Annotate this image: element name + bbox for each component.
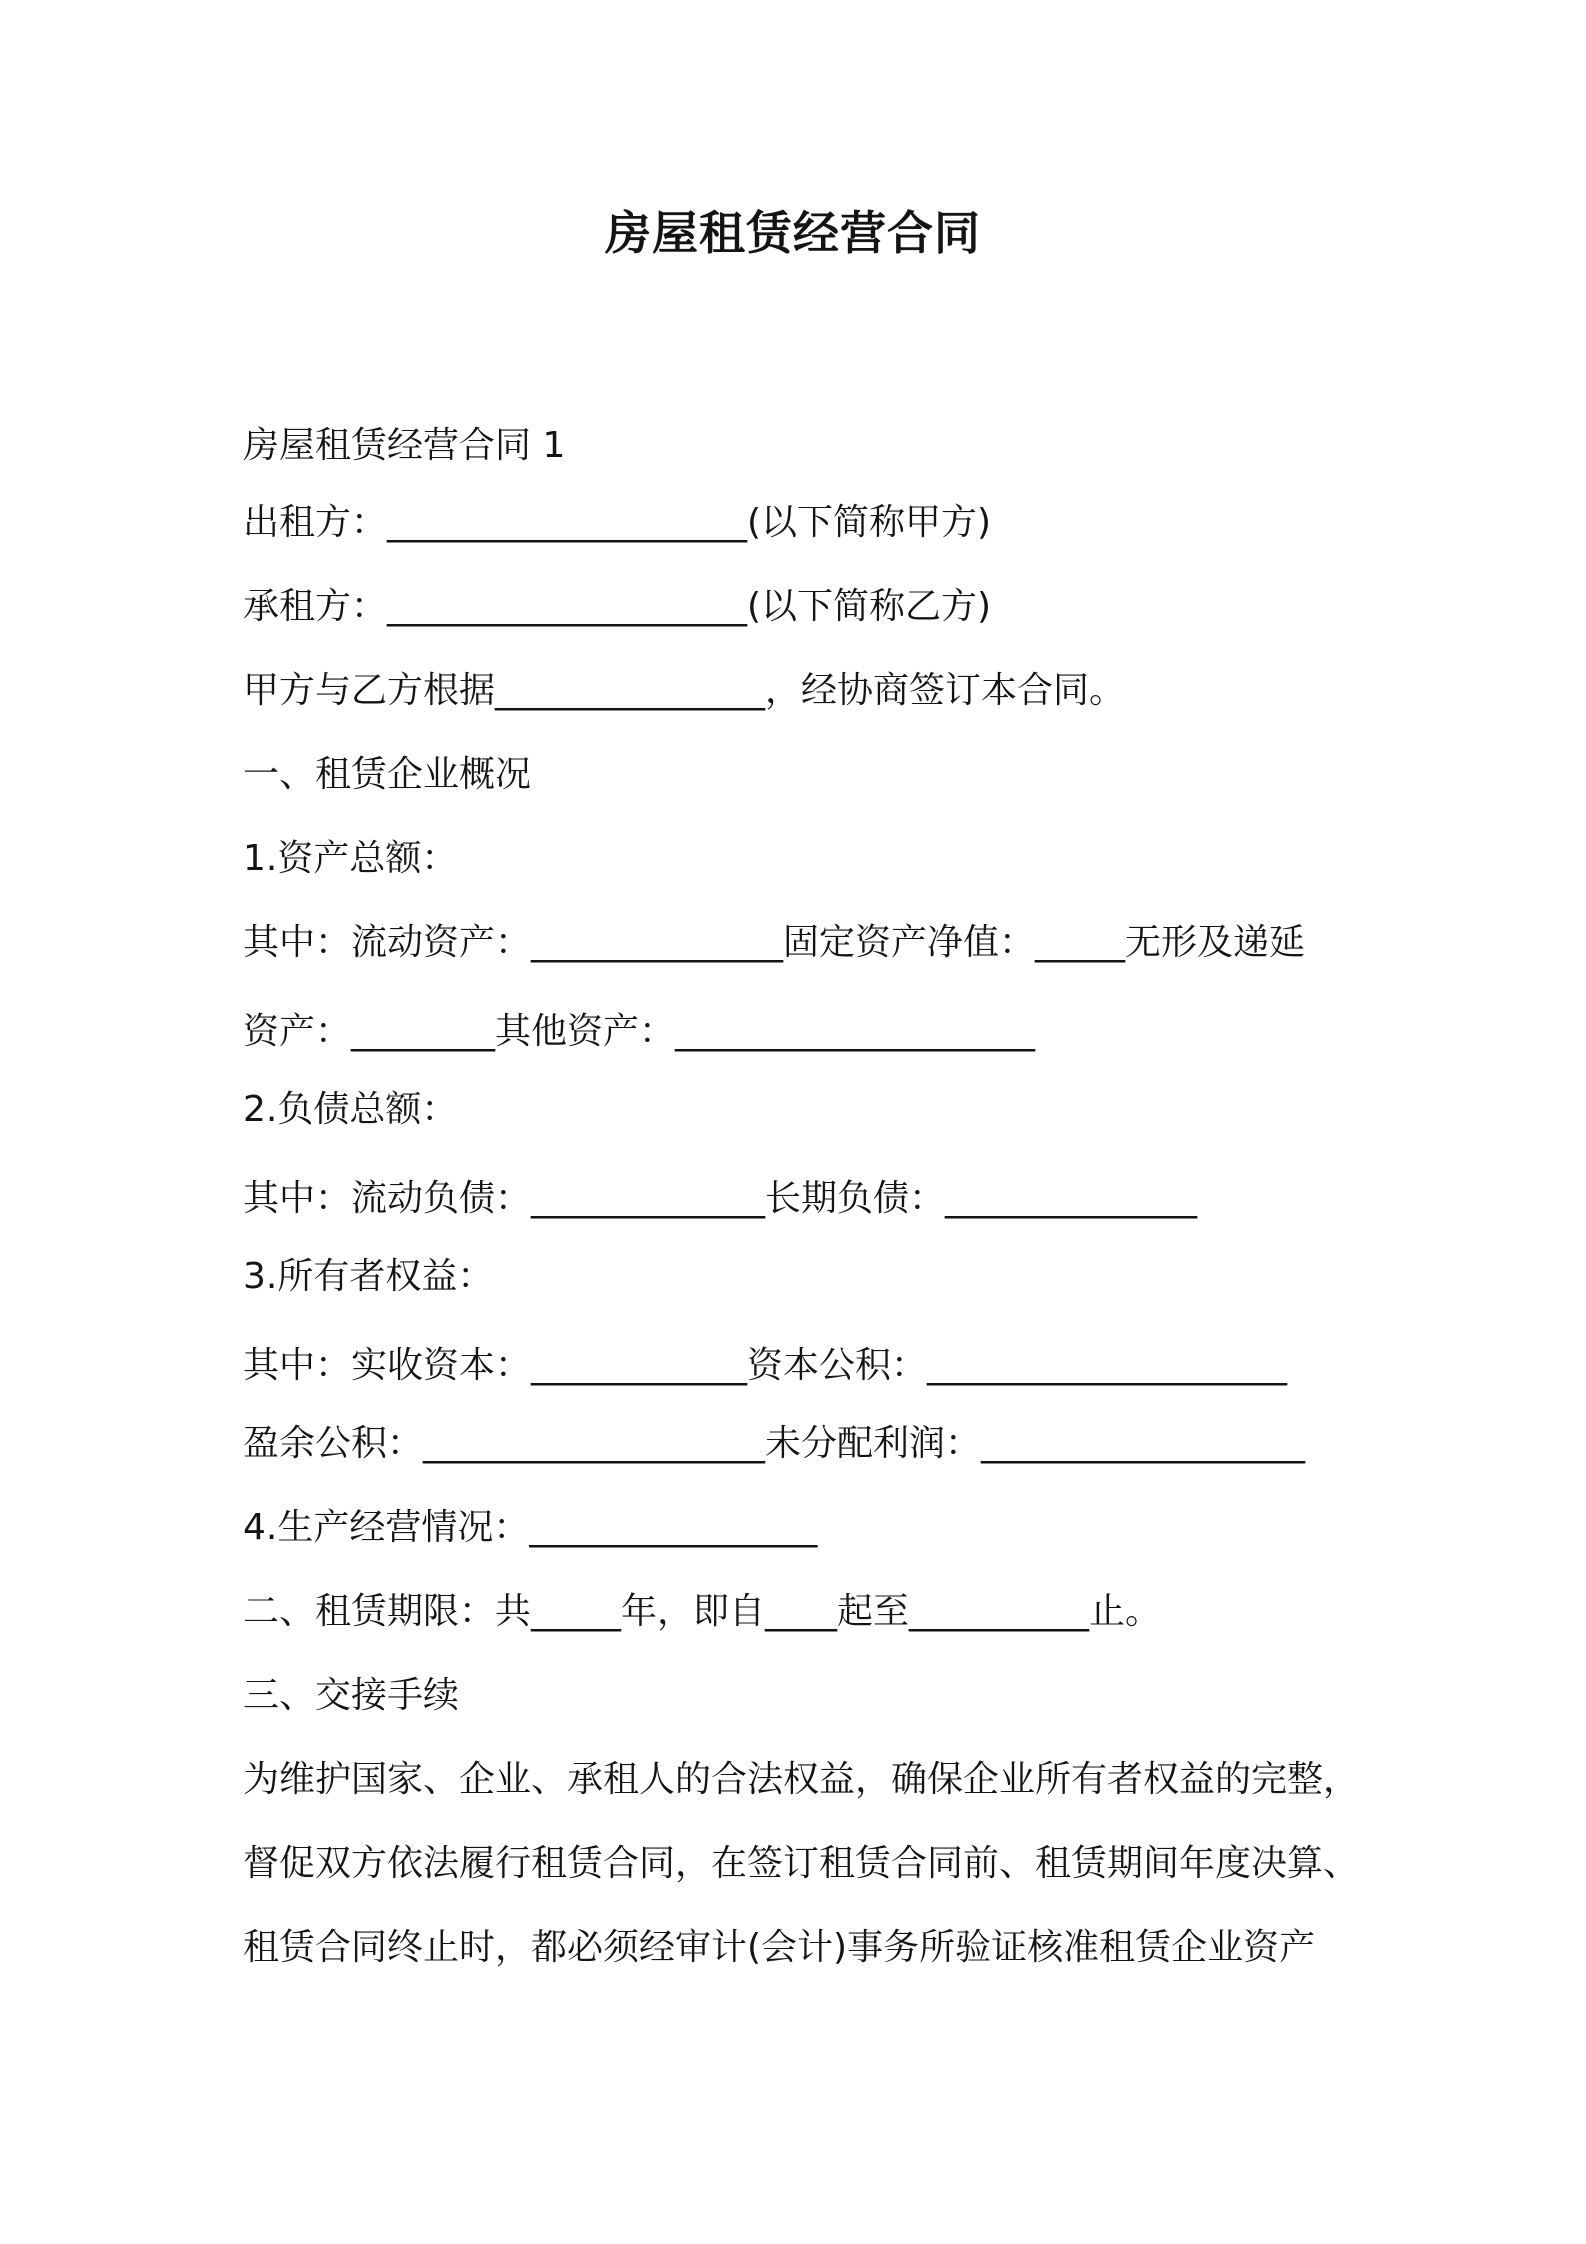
document-title: 房屋租赁经营合同 — [605, 206, 981, 260]
assets-breakdown-line-1: 其中：流动资产：______________固定资产净值：_____无形及递延 — [243, 922, 1306, 963]
equity-breakdown-line-1: 其中：实收资本：____________资本公积：____________________ — [243, 1345, 1288, 1386]
total-assets-heading: 1.资产总额： — [243, 838, 458, 879]
liabilities-breakdown-line: 其中：流动负债：_____________长期负债：______________ — [243, 1178, 1198, 1219]
contract-subtitle: 房屋租赁经营合同 1 — [243, 425, 566, 466]
operations-line: 4.生产经营情况：________________ — [243, 1507, 818, 1548]
lease-term-line: 二、租赁期限：共_____年，即自____起至__________止。 — [243, 1591, 1162, 1632]
section-heading-3: 三、交接手续 — [243, 1675, 460, 1716]
equity-heading: 3.所有者权益： — [243, 1256, 494, 1297]
lessor-line: 出租方：____________________(以下简称甲方) — [243, 502, 992, 543]
body-paragraph-line-1: 为维护国家、企业、承租人的合法权益，确保企业所有者权益的完整， — [243, 1759, 1360, 1800]
equity-breakdown-line-2: 盈余公积：___________________未分配利润：__________________ — [243, 1423, 1306, 1464]
total-liabilities-heading: 2.负债总额： — [243, 1089, 458, 1130]
lessee-line: 承租方：____________________(以下简称乙方) — [243, 586, 992, 627]
body-paragraph-line-3: 租赁合同终止时，都必须经审计(会计)事务所验证核准租赁企业资产 — [243, 1927, 1316, 1968]
section-heading-1: 一、租赁企业概况 — [243, 754, 532, 795]
body-paragraph-line-2: 督促双方依法履行租赁合同，在签订租赁合同前、租赁期间年度决算、 — [243, 1843, 1360, 1884]
basis-line: 甲方与乙方根据_______________，经协商签订本合同。 — [243, 670, 1126, 711]
assets-breakdown-line-2: 资产：________其他资产：____________________ — [243, 1011, 1036, 1052]
